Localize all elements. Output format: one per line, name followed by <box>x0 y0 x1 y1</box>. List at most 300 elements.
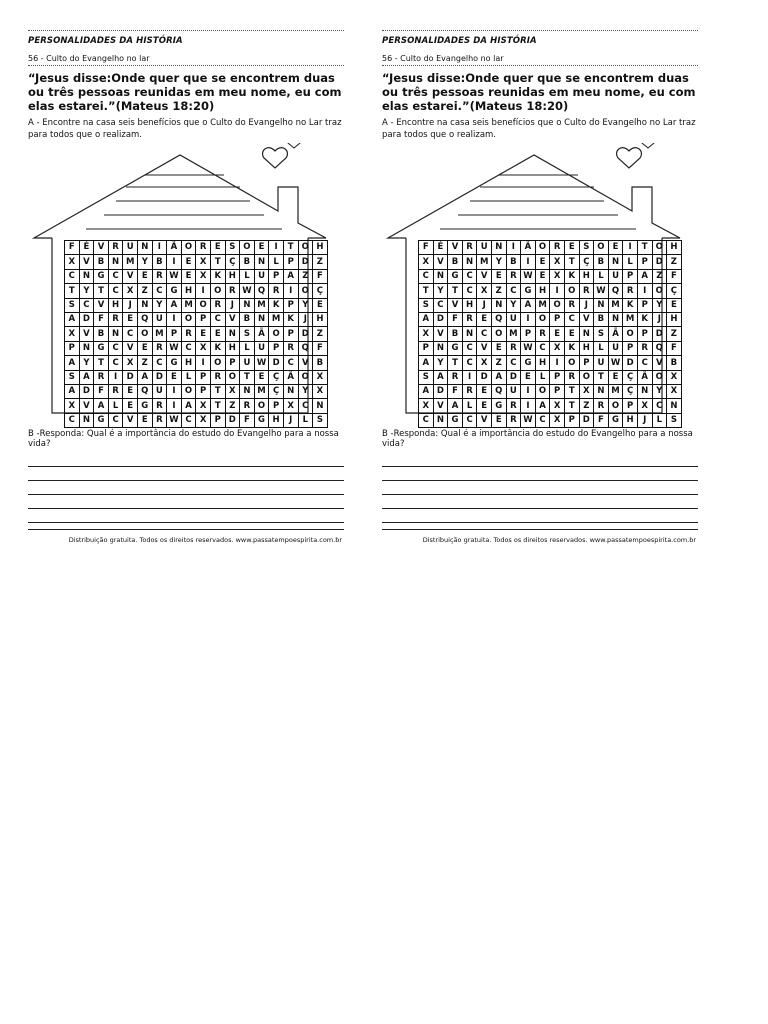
grid-cell[interactable]: D <box>652 327 667 341</box>
grid-cell[interactable]: M <box>123 255 138 269</box>
grid-cell[interactable]: R <box>550 241 565 255</box>
grid-cell[interactable]: F <box>419 241 434 255</box>
grid-cell[interactable]: X <box>667 370 682 384</box>
grid-cell[interactable]: A <box>419 384 434 398</box>
grid-cell[interactable]: R <box>225 284 240 298</box>
grid-cell[interactable]: X <box>579 384 594 398</box>
grid-cell[interactable]: P <box>637 255 652 269</box>
grid-cell[interactable]: E <box>491 413 506 427</box>
grid-cell[interactable]: R <box>623 284 638 298</box>
grid-cell[interactable]: O <box>298 370 313 384</box>
grid-cell[interactable]: H <box>535 284 550 298</box>
grid-cell[interactable]: E <box>181 255 196 269</box>
grid-cell[interactable]: E <box>477 399 492 413</box>
grid-cell[interactable]: S <box>313 413 328 427</box>
grid-cell[interactable]: X <box>65 327 80 341</box>
grid-cell[interactable]: C <box>108 356 123 370</box>
grid-cell[interactable]: K <box>564 341 579 355</box>
grid-cell[interactable]: P <box>623 399 638 413</box>
grid-cell[interactable]: Ç <box>269 370 284 384</box>
grid-cell[interactable]: V <box>79 255 94 269</box>
grid-cell[interactable]: Z <box>579 399 594 413</box>
grid-cell[interactable]: I <box>623 241 638 255</box>
grid-cell[interactable]: R <box>210 370 225 384</box>
grid-cell[interactable]: E <box>123 384 138 398</box>
grid-cell[interactable]: P <box>283 327 298 341</box>
grid-cell[interactable]: F <box>667 269 682 283</box>
grid-cell[interactable]: R <box>196 241 211 255</box>
grid-cell[interactable]: G <box>137 399 152 413</box>
grid-cell[interactable]: Ã <box>283 370 298 384</box>
grid-cell[interactable]: I <box>521 384 536 398</box>
grid-cell[interactable]: F <box>448 312 463 326</box>
grid-cell[interactable]: P <box>210 413 225 427</box>
grid-cell[interactable]: T <box>240 370 255 384</box>
grid-cell[interactable]: V <box>94 241 109 255</box>
grid-cell[interactable]: N <box>608 255 623 269</box>
grid-cell[interactable]: A <box>419 356 434 370</box>
grid-cell[interactable]: L <box>623 255 638 269</box>
grid-cell[interactable]: O <box>608 399 623 413</box>
grid-cell[interactable]: T <box>594 370 609 384</box>
grid-cell[interactable]: D <box>623 356 638 370</box>
grid-cell[interactable]: X <box>419 327 434 341</box>
grid-cell[interactable]: V <box>79 327 94 341</box>
grid-cell[interactable]: D <box>298 327 313 341</box>
grid-cell[interactable]: D <box>506 370 521 384</box>
grid-cell[interactable]: Ç <box>225 255 240 269</box>
grid-cell[interactable]: N <box>137 298 152 312</box>
grid-cell[interactable]: Y <box>491 255 506 269</box>
grid-cell[interactable]: O <box>181 384 196 398</box>
grid-cell[interactable]: K <box>637 312 652 326</box>
grid-cell[interactable]: O <box>137 327 152 341</box>
grid-cell[interactable]: I <box>108 370 123 384</box>
grid-cell[interactable]: C <box>210 312 225 326</box>
grid-cell[interactable]: A <box>94 399 109 413</box>
grid-cell[interactable]: H <box>269 413 284 427</box>
grid-cell[interactable]: J <box>283 413 298 427</box>
grid-cell[interactable]: X <box>196 341 211 355</box>
grid-cell[interactable]: O <box>298 241 313 255</box>
grid-cell[interactable]: W <box>521 413 536 427</box>
grid-cell[interactable]: E <box>550 327 565 341</box>
grid-cell[interactable]: O <box>535 384 550 398</box>
grid-cell[interactable]: C <box>564 312 579 326</box>
grid-cell[interactable]: O <box>240 241 255 255</box>
grid-cell[interactable]: Z <box>667 327 682 341</box>
grid-cell[interactable]: R <box>564 298 579 312</box>
grid-cell[interactable]: W <box>167 413 182 427</box>
grid-cell[interactable]: C <box>152 284 167 298</box>
grid-cell[interactable]: R <box>283 341 298 355</box>
grid-cell[interactable]: A <box>167 298 182 312</box>
grid-cell[interactable]: H <box>667 312 682 326</box>
grid-cell[interactable]: C <box>79 298 94 312</box>
grid-cell[interactable]: N <box>254 312 269 326</box>
grid-cell[interactable]: G <box>94 269 109 283</box>
grid-cell[interactable]: A <box>433 370 448 384</box>
grid-cell[interactable]: X <box>65 255 80 269</box>
grid-cell[interactable]: C <box>462 269 477 283</box>
grid-cell[interactable]: X <box>196 413 211 427</box>
grid-cell[interactable]: X <box>550 399 565 413</box>
grid-cell[interactable]: F <box>594 413 609 427</box>
grid-cell[interactable]: C <box>433 298 448 312</box>
grid-cell[interactable]: H <box>579 269 594 283</box>
grid-cell[interactable]: D <box>433 384 448 398</box>
grid-cell[interactable]: B <box>594 255 609 269</box>
grid-cell[interactable]: O <box>225 370 240 384</box>
grid-cell[interactable]: D <box>152 370 167 384</box>
grid-cell[interactable]: H <box>462 298 477 312</box>
grid-cell[interactable]: B <box>313 356 328 370</box>
grid-cell[interactable]: G <box>521 356 536 370</box>
grid-cell[interactable]: I <box>167 312 182 326</box>
grid-cell[interactable]: T <box>564 384 579 398</box>
grid-cell[interactable]: I <box>196 356 211 370</box>
grid-cell[interactable]: H <box>225 269 240 283</box>
grid-cell[interactable]: B <box>240 312 255 326</box>
grid-cell[interactable]: T <box>283 241 298 255</box>
grid-cell[interactable]: X <box>283 399 298 413</box>
grid-cell[interactable]: R <box>108 384 123 398</box>
grid-cell[interactable]: H <box>579 341 594 355</box>
grid-cell[interactable]: A <box>637 269 652 283</box>
grid-cell[interactable]: E <box>535 269 550 283</box>
grid-cell[interactable]: H <box>313 241 328 255</box>
grid-cell[interactable]: N <box>225 327 240 341</box>
grid-cell[interactable]: F <box>65 241 80 255</box>
grid-cell[interactable]: J <box>225 298 240 312</box>
grid-cell[interactable]: Z <box>491 284 506 298</box>
grid-cell[interactable]: P <box>283 298 298 312</box>
grid-cell[interactable]: K <box>623 298 638 312</box>
grid-cell[interactable]: R <box>94 370 109 384</box>
grid-cell[interactable]: P <box>65 341 80 355</box>
grid-cell[interactable]: X <box>123 284 138 298</box>
grid-cell[interactable]: K <box>210 341 225 355</box>
grid-cell[interactable]: O <box>623 327 638 341</box>
grid-cell[interactable]: Ç <box>313 284 328 298</box>
grid-cell[interactable]: Ã <box>608 327 623 341</box>
grid-cell[interactable]: E <box>313 298 328 312</box>
grid-cell[interactable]: P <box>637 298 652 312</box>
grid-cell[interactable]: Y <box>652 384 667 398</box>
grid-cell[interactable]: N <box>594 298 609 312</box>
grid-cell[interactable]: L <box>240 341 255 355</box>
grid-cell[interactable]: N <box>313 399 328 413</box>
grid-cell[interactable]: L <box>594 269 609 283</box>
grid-cell[interactable]: B <box>152 255 167 269</box>
grid-cell[interactable]: S <box>594 327 609 341</box>
grid-cell[interactable]: R <box>152 413 167 427</box>
grid-cell[interactable]: J <box>123 298 138 312</box>
grid-cell[interactable]: Z <box>298 269 313 283</box>
grid-cell[interactable]: C <box>652 399 667 413</box>
grid-cell[interactable]: A <box>181 399 196 413</box>
answer-line[interactable] <box>382 481 698 495</box>
grid-cell[interactable]: Z <box>313 327 328 341</box>
grid-cell[interactable]: A <box>491 370 506 384</box>
grid-cell[interactable]: D <box>269 356 284 370</box>
grid-cell[interactable]: X <box>419 399 434 413</box>
grid-cell[interactable]: S <box>65 298 80 312</box>
grid-cell[interactable]: C <box>108 341 123 355</box>
grid-cell[interactable]: E <box>254 370 269 384</box>
grid-cell[interactable]: G <box>448 341 463 355</box>
grid-cell[interactable]: N <box>491 298 506 312</box>
grid-cell[interactable]: M <box>477 255 492 269</box>
grid-cell[interactable]: R <box>506 413 521 427</box>
grid-cell[interactable]: W <box>240 284 255 298</box>
grid-cell[interactable]: E <box>667 298 682 312</box>
grid-cell[interactable]: R <box>579 284 594 298</box>
grid-cell[interactable]: O <box>210 284 225 298</box>
grid-cell[interactable]: X <box>196 269 211 283</box>
grid-cell[interactable]: Q <box>491 312 506 326</box>
grid-cell[interactable]: B <box>94 327 109 341</box>
grid-cell[interactable]: R <box>462 312 477 326</box>
grid-cell[interactable]: W <box>521 341 536 355</box>
grid-cell[interactable]: P <box>521 327 536 341</box>
grid-cell[interactable]: V <box>433 327 448 341</box>
grid-cell[interactable]: V <box>477 269 492 283</box>
grid-cell[interactable]: O <box>181 241 196 255</box>
grid-cell[interactable]: C <box>535 341 550 355</box>
grid-cell[interactable]: B <box>448 255 463 269</box>
grid-cell[interactable]: V <box>652 356 667 370</box>
grid-cell[interactable]: X <box>225 384 240 398</box>
grid-cell[interactable]: I <box>550 284 565 298</box>
grid-cell[interactable]: R <box>564 370 579 384</box>
grid-cell[interactable]: C <box>535 413 550 427</box>
grid-cell[interactable]: P <box>196 370 211 384</box>
grid-cell[interactable]: R <box>240 399 255 413</box>
grid-cell[interactable]: A <box>419 312 434 326</box>
grid-cell[interactable]: C <box>181 341 196 355</box>
grid-cell[interactable]: T <box>564 255 579 269</box>
grid-cell[interactable]: I <box>521 255 536 269</box>
grid-cell[interactable]: D <box>652 255 667 269</box>
grid-cell[interactable]: R <box>535 327 550 341</box>
grid-cell[interactable]: G <box>608 413 623 427</box>
grid-cell[interactable]: T <box>94 284 109 298</box>
grid-cell[interactable]: I <box>167 399 182 413</box>
grid-cell[interactable]: X <box>313 370 328 384</box>
grid-cell[interactable]: R <box>269 284 284 298</box>
grid-cell[interactable]: D <box>298 255 313 269</box>
grid-cell[interactable]: N <box>254 255 269 269</box>
grid-cell[interactable]: E <box>137 413 152 427</box>
grid-cell[interactable]: U <box>506 312 521 326</box>
grid-cell[interactable]: H <box>313 312 328 326</box>
grid-cell[interactable]: R <box>181 327 196 341</box>
grid-cell[interactable]: N <box>240 298 255 312</box>
grid-cell[interactable]: F <box>313 269 328 283</box>
grid-cell[interactable]: Y <box>506 298 521 312</box>
grid-cell[interactable]: F <box>94 312 109 326</box>
grid-cell[interactable]: K <box>283 312 298 326</box>
grid-cell[interactable]: N <box>240 384 255 398</box>
answer-line[interactable] <box>382 453 698 467</box>
grid-cell[interactable]: N <box>491 241 506 255</box>
grid-cell[interactable]: U <box>594 356 609 370</box>
grid-cell[interactable]: I <box>152 241 167 255</box>
grid-cell[interactable]: G <box>167 356 182 370</box>
grid-cell[interactable]: Ç <box>667 284 682 298</box>
grid-cell[interactable]: I <box>550 356 565 370</box>
grid-cell[interactable]: M <box>181 298 196 312</box>
grid-cell[interactable]: R <box>506 269 521 283</box>
grid-cell[interactable]: P <box>269 341 284 355</box>
grid-cell[interactable]: U <box>608 269 623 283</box>
grid-cell[interactable]: M <box>506 327 521 341</box>
grid-cell[interactable]: C <box>283 356 298 370</box>
grid-cell[interactable]: Z <box>137 356 152 370</box>
grid-cell[interactable]: O <box>491 327 506 341</box>
grid-cell[interactable]: E <box>123 312 138 326</box>
grid-cell[interactable]: M <box>623 312 638 326</box>
grid-cell[interactable]: L <box>462 399 477 413</box>
grid-cell[interactable]: I <box>196 284 211 298</box>
grid-cell[interactable]: A <box>79 370 94 384</box>
grid-cell[interactable]: Ç <box>579 255 594 269</box>
grid-cell[interactable]: R <box>448 370 463 384</box>
grid-cell[interactable]: Y <box>298 298 313 312</box>
grid-cell[interactable]: I <box>462 370 477 384</box>
grid-cell[interactable]: O <box>535 312 550 326</box>
grid-cell[interactable]: Y <box>298 384 313 398</box>
grid-cell[interactable]: D <box>123 370 138 384</box>
grid-cell[interactable]: O <box>254 399 269 413</box>
grid-cell[interactable]: P <box>637 327 652 341</box>
grid-cell[interactable]: I <box>506 241 521 255</box>
grid-cell[interactable]: L <box>269 255 284 269</box>
grid-cell[interactable]: U <box>152 384 167 398</box>
grid-cell[interactable]: T <box>564 399 579 413</box>
grid-cell[interactable]: T <box>637 241 652 255</box>
answer-line[interactable] <box>382 509 698 523</box>
grid-cell[interactable]: V <box>123 269 138 283</box>
grid-cell[interactable]: J <box>637 413 652 427</box>
grid-cell[interactable]: E <box>535 255 550 269</box>
grid-cell[interactable]: M <box>152 327 167 341</box>
grid-cell[interactable]: B <box>94 255 109 269</box>
grid-cell[interactable]: X <box>65 399 80 413</box>
grid-cell[interactable]: P <box>579 356 594 370</box>
grid-cell[interactable]: R <box>210 298 225 312</box>
grid-cell[interactable]: X <box>196 255 211 269</box>
grid-cell[interactable]: E <box>137 341 152 355</box>
grid-cell[interactable]: W <box>167 341 182 355</box>
grid-cell[interactable]: T <box>210 399 225 413</box>
grid-cell[interactable]: U <box>152 312 167 326</box>
grid-cell[interactable]: Ã <box>167 241 182 255</box>
grid-cell[interactable]: Q <box>137 384 152 398</box>
grid-cell[interactable]: M <box>608 298 623 312</box>
grid-cell[interactable]: C <box>152 356 167 370</box>
grid-cell[interactable]: T <box>65 284 80 298</box>
grid-cell[interactable]: N <box>79 413 94 427</box>
grid-cell[interactable]: X <box>667 384 682 398</box>
grid-cell[interactable]: R <box>594 399 609 413</box>
grid-cell[interactable]: E <box>608 370 623 384</box>
grid-cell[interactable]: A <box>448 399 463 413</box>
grid-cell[interactable]: R <box>462 241 477 255</box>
grid-cell[interactable]: C <box>108 269 123 283</box>
grid-cell[interactable]: X <box>637 399 652 413</box>
grid-cell[interactable]: O <box>652 241 667 255</box>
grid-cell[interactable]: I <box>637 284 652 298</box>
grid-cell[interactable]: S <box>419 298 434 312</box>
grid-cell[interactable]: Ã <box>521 241 536 255</box>
grid-cell[interactable]: W <box>167 269 182 283</box>
grid-cell[interactable]: G <box>254 413 269 427</box>
grid-cell[interactable]: S <box>240 327 255 341</box>
grid-cell[interactable]: R <box>462 384 477 398</box>
grid-cell[interactable]: W <box>254 356 269 370</box>
grid-cell[interactable]: Y <box>137 255 152 269</box>
grid-cell[interactable]: N <box>667 399 682 413</box>
grid-cell[interactable]: H <box>535 356 550 370</box>
grid-cell[interactable]: Q <box>652 341 667 355</box>
grid-cell[interactable]: V <box>433 399 448 413</box>
grid-cell[interactable]: M <box>269 312 284 326</box>
grid-cell[interactable]: E <box>181 269 196 283</box>
grid-cell[interactable]: H <box>623 413 638 427</box>
grid-cell[interactable]: H <box>181 356 196 370</box>
answer-line[interactable] <box>28 495 344 509</box>
grid-cell[interactable]: B <box>240 255 255 269</box>
grid-cell[interactable]: Q <box>608 284 623 298</box>
grid-cell[interactable]: B <box>506 255 521 269</box>
grid-cell[interactable]: P <box>623 269 638 283</box>
grid-cell[interactable]: J <box>477 298 492 312</box>
grid-cell[interactable]: Z <box>667 255 682 269</box>
grid-cell[interactable]: U <box>254 341 269 355</box>
grid-cell[interactable]: C <box>637 356 652 370</box>
grid-cell[interactable]: O <box>579 370 594 384</box>
grid-cell[interactable]: F <box>94 384 109 398</box>
grid-cell[interactable]: P <box>167 327 182 341</box>
grid-cell[interactable]: P <box>550 370 565 384</box>
grid-cell[interactable]: Ã <box>637 370 652 384</box>
grid-cell[interactable]: P <box>564 413 579 427</box>
grid-cell[interactable]: Q <box>298 341 313 355</box>
grid-cell[interactable]: K <box>269 298 284 312</box>
grid-cell[interactable]: P <box>419 341 434 355</box>
grid-cell[interactable]: E <box>123 399 138 413</box>
grid-cell[interactable]: V <box>123 413 138 427</box>
grid-cell[interactable]: N <box>79 341 94 355</box>
grid-cell[interactable]: V <box>298 356 313 370</box>
grid-cell[interactable]: M <box>535 298 550 312</box>
grid-cell[interactable]: O <box>652 370 667 384</box>
grid-cell[interactable]: Z <box>313 255 328 269</box>
answer-line[interactable] <box>28 453 344 467</box>
grid-cell[interactable]: D <box>225 413 240 427</box>
grid-cell[interactable]: U <box>254 269 269 283</box>
grid-cell[interactable]: T <box>419 284 434 298</box>
grid-cell[interactable]: H <box>667 241 682 255</box>
grid-cell[interactable]: D <box>579 413 594 427</box>
grid-cell[interactable]: A <box>65 356 80 370</box>
grid-cell[interactable]: C <box>298 399 313 413</box>
grid-cell[interactable]: M <box>254 298 269 312</box>
grid-cell[interactable]: O <box>550 298 565 312</box>
grid-cell[interactable]: P <box>283 255 298 269</box>
